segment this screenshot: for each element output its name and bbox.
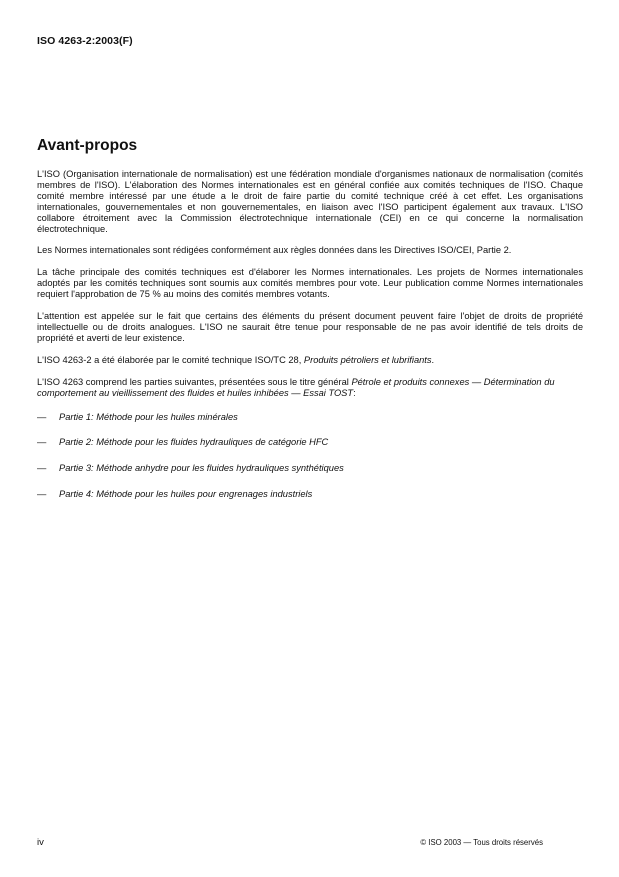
prepared-by-end: . [431,354,435,365]
paragraph-parts-intro [37,377,583,399]
em-dash-bullet: — [37,462,47,473]
section-title: Avant-propos [37,137,138,154]
general-title: Pétrole et produits connexes — Détermination du comportement au vieillissement des fluides et huiles inhibées — Essai TOST [37,376,555,398]
part-title: Partie 1: Méthode pour les huiles minérales [59,411,238,422]
paragraph-directives: Les Normes internationales sont rédigées conformément aux règles données dans les Directives ISO/CEI, Partie 2. [37,245,512,256]
part-title: Partie 3: Méthode anhydre pour les fluides hydrauliques synthétiques [59,462,344,473]
list-item [37,412,583,423]
paragraph-committee-task: La tâche principale des comités techniques est d'élaborer les Normes internationales. Les projets de Normes internationales adoptés par les comités techniques sont soumis aux comités membres pour vote. Leur publication comme Normes internationales requiert l'approbation de 75 % au moins des comités membres votants. [37,267,583,300]
committee-title: Produits pétroliers et lubrifiants [303,354,432,365]
part-title: Partie 4: Méthode pour les huiles pour engrenages industriels [59,488,313,499]
em-dash-bullet: — [37,437,47,448]
em-dash-bullet: — [37,488,47,499]
em-dash-bullet: — [37,411,47,422]
parts-list [37,412,583,500]
page-number: iv [37,837,44,848]
copyright-notice: © ISO 2003 — Tous droits réservés [420,838,543,847]
paragraph-prepared-by [37,355,583,366]
parts-intro-end: : [353,387,356,398]
paragraph-iso-intro: L'ISO (Organisation internationale de normalisation) est une fédération mondiale d'organismes nationaux de normalisation (comités membres de l'ISO). L'élaboration des Normes internationales est en général confiée aux comités techniques de l'ISO. Chaque comité membre intéressé par une étude a le droit de faire partie du comité technique créé à cet effet. Les organisations internationales, gouvernementales et non gouvernementales, en liaison avec l'ISO participent également aux travaux. L'ISO collabore étroitement avec la Commission électrotechnique internationale (CEI) en ce qui concerne la normalisation électrotechnique. [37,169,583,234]
prepared-by-text: L'ISO 4263-2 a été élaborée par le comité technique ISO/TC 28, [37,354,304,365]
document-id: ISO 4263-2:2003(F) [37,35,133,47]
parts-intro-text: L'ISO 4263 comprend les parties suivantes, présentées sous le titre général [37,376,352,387]
part-title: Partie 2: Méthode pour les fluides hydrauliques de catégorie HFC [59,437,329,448]
list-item [37,463,583,474]
list-item [37,489,583,500]
list-item [37,437,583,448]
paragraph-patent-notice: L'attention est appelée sur le fait que certains des éléments du présent document peuvent faire l'objet de droits de propriété intellectuelle ou de droits analogues. L'ISO ne saurait être tenue pour responsable de ne pas avoir identifié de tels droits de propriété et averti de leur existence. [37,311,583,343]
foreword-body [37,169,583,514]
